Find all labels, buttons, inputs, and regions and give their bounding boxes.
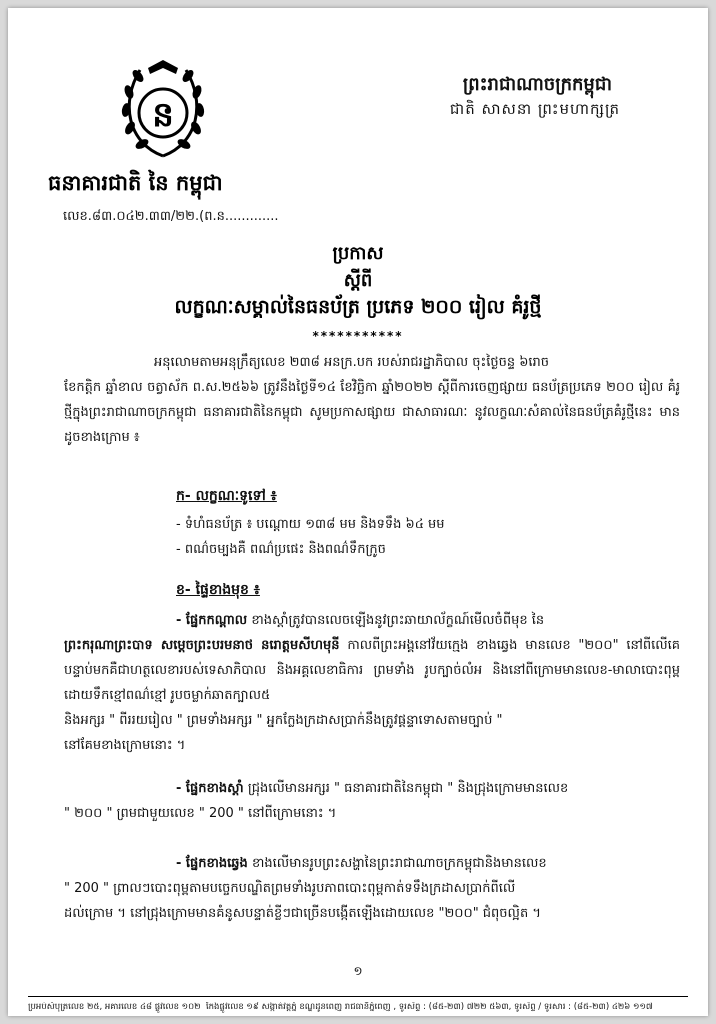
bank-name: ធនាគារជាតិ នៃ កម្ពុជា bbox=[48, 171, 223, 195]
footer-divider bbox=[28, 996, 688, 997]
title-line-proclamation: ប្រកាស bbox=[332, 243, 384, 264]
intro-paragraph-rest: ខែកត្តិក ឆ្នាំខាល ចត្វាស័ក ព.ស.២៥៦៦ ត្រូវនឹងថ្ងៃទី១៤ ខែវិច្ឆិកា ឆ្នាំ២០២២ ស្តីពីការចេញផ្សាយ ធនប័ត្រប្រភេទ ២០០ រៀល គំរូថ្មីក្នុងព្រះរាជាណាចក្រកម្ពុជា ធនាគារជាតិនៃកម្ពុជា សូមប្រកាសផ្សាយ ជាសាធារណៈ នូវលក្ខណៈសំគាល់នៃធនប័ត្រគំរូថ្មីនេះ មានដូចខាងក្រោម ៖ bbox=[64, 380, 680, 445]
front-left-line1: ខាងលើមានរូបព្រះសង្ហានៃព្រះរាជាណាចក្រកម្ពុជានិងមានលេខ bbox=[247, 856, 547, 871]
front-right-paragraph bbox=[64, 776, 680, 826]
front-left-line2: " 200 " ព្រាលៗបោះពុម្ពតាមបច្ចេកបណ្ឌិតព្រមទាំងរូបភាពបោះពុម្ពកាត់ទទឹងក្រដាសប្រាក់ពីលើ bbox=[64, 881, 516, 896]
title-line-on: ស្តីពី bbox=[343, 270, 373, 291]
front-right-label: - ផ្នែកខាងស្តាំ bbox=[176, 781, 244, 796]
document-page bbox=[8, 8, 708, 1016]
footer-address: ប្រអប់សំបុត្រលេខ ២៥, អគារលេខ ៤៨ ផ្លូវលេខ ១០២ ​​​ កែងផ្លូវលេខ ១៩ សង្កាត់វត្តភ្នំ ខណ្ឌដូនពេញ រាជធានីភ្នំពេញ , ទូរស័ព្ទ : (៨៥-២៣) ៧២២ ៥៦៣, ទូរស័ព្ទ / ទូរសារ : (៨៥-២៣) ៤២៦ ១១៧ bbox=[28, 1002, 653, 1012]
section-a-bullet-color: - ពណ៌ចម្បងគឺ ពណ៌ប្រផេះ និងពណ៌ទឹកក្រូច bbox=[176, 542, 386, 557]
document-title bbox=[8, 240, 708, 350]
section-a-heading: ក- លក្ខណៈទូទៅ ៖ bbox=[176, 488, 277, 504]
front-center-text-c: នៅគែមខាងក្រោមនោះ ។ bbox=[64, 738, 186, 753]
front-right-line1: ជ្រុងលើមានអក្សរ " ធនាគារជាតិនៃកម្ពុជា " និងជ្រុងក្រោមមានលេខ bbox=[243, 781, 569, 796]
national-bank-emblem-icon bbox=[118, 58, 208, 163]
front-left-label: - ផ្នែកខាងឆ្វេង bbox=[176, 856, 248, 871]
section-a-bullet-size: - ទំហំធនប័ត្រ ៖ បណ្តោយ ១៣៨ មម និងទទឹង ៦៤ មម bbox=[176, 517, 445, 532]
front-right-line2: " ២០០ " ព្រមជាមួយលេខ " 200 " នៅពីក្រោមនោះ ។ bbox=[64, 806, 337, 821]
front-center-paragraph bbox=[64, 608, 680, 758]
front-center-line1: ខាងស្តាំត្រូវបានលេចឡើងនូវព្រះឆាយាល័ក្ខណ៍មើលចំពីមុខ នៃ bbox=[247, 613, 545, 628]
front-left-paragraph bbox=[64, 851, 680, 926]
front-center-label: - ផ្នែកកណ្តាល bbox=[176, 613, 248, 628]
title-line-subject: លក្ខណៈសម្គាល់នៃធនប័ត្រ ប្រភេទ ២០០ រៀល គំរូថ្មី bbox=[174, 296, 542, 318]
front-left-line3: ដល់ក្រោម ។ នៅជ្រុងក្រោមមានគំនូសបន្ទាត់ខ្លីៗជាច្រើនបង្កើតឡើងដោយលេខ "២០០" ជំពុចល្អិត ។ bbox=[64, 906, 541, 921]
section-b-heading: ខ- ផ្ទៃខាងមុខ ៖ bbox=[176, 582, 260, 598]
intro-first-line: អនុលោមតាមអនុក្រឹត្យលេខ ២៣៨ អនក្រ.បក របស់រាជរដ្ឋាភិបាល ចុះថ្ងៃចន្ទ ៦រោច bbox=[154, 355, 550, 370]
king-name: ព្រះករុណាព្រះបាទ សម្តេចព្រះបរមនាថ នរោត្តមសីហមុនី bbox=[64, 638, 340, 653]
page-number: ១ bbox=[353, 964, 363, 978]
svg-text:ន: ន bbox=[152, 95, 174, 135]
intro-paragraph bbox=[154, 350, 680, 375]
title-separator: *********** bbox=[312, 329, 404, 343]
front-center-text-b: និងអក្សរ " ពីររយរៀល " ព្រមទាំងអក្សរ " អ្នកក្លែងក្រដាសប្រាក់នឹងត្រូវផ្តន្ទាទោសតាមច្បាប់ " bbox=[64, 713, 503, 728]
reference-number: លេខ.៨៣.០៤២.៣៣/២២.(ព.ន............. bbox=[63, 209, 279, 224]
front-center-text: កាលពីព្រះអង្គនៅវ័យក្មេង ខាងឆ្វេង មានលេខ "២០០" នៅពីលើគេ បន្ទាប់មកគឺជាហត្ថលេខារបស់ទេសាភិបាល និងអគ្គលេខាធិការ ព្រមទាំង រូបក្បាច់លំអ និងនៅពីក្រោមមានលេខ-មាលាបោះពុម្ពដោយទឹកខ្មៅពណ៌ខ្មៅ រូបចម្លាក់ឆាតក្បាល៥ bbox=[64, 638, 681, 703]
national-motto: ជាតិ សាសនា ព្រះមហាក្សត្រ bbox=[449, 100, 620, 118]
kingdom-heading: ព្រះរាជាណាចក្រកម្ពុជា bbox=[462, 74, 612, 95]
